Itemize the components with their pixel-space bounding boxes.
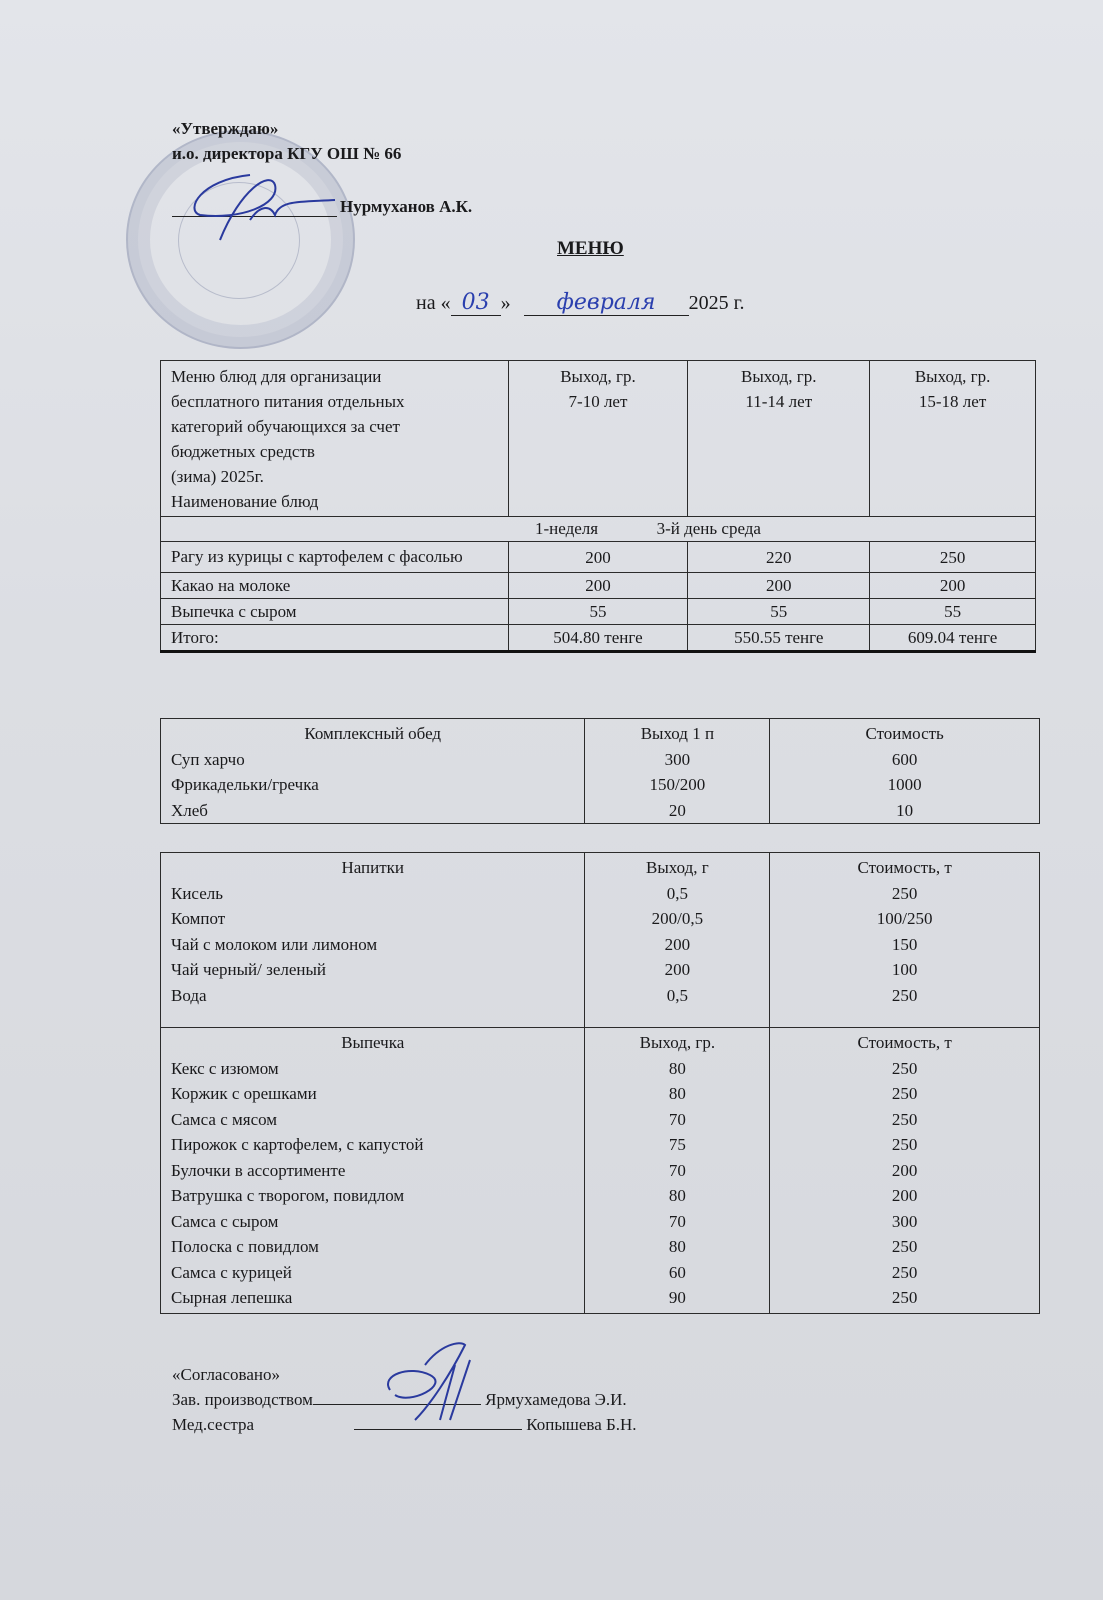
yield-value: 0,5 xyxy=(666,985,688,1005)
bakery-item: Сырная лепешка xyxy=(171,1288,293,1307)
yield-11-14-header xyxy=(688,361,870,517)
drink-item: Чай черный/ зеленый xyxy=(171,960,327,979)
bakery-names-cell xyxy=(161,1028,585,1314)
bakery-item: Кекс с изюмом xyxy=(171,1058,279,1078)
bakery-item: Пирожок с картофелем, с капустой xyxy=(171,1135,424,1154)
lunch-names-cell xyxy=(161,719,585,824)
yield-value: 60 xyxy=(668,1262,686,1282)
free-meals-table xyxy=(160,360,1036,653)
yield-header: Выход, г xyxy=(645,858,709,877)
header-line: Меню блюд для организации xyxy=(171,367,382,386)
signature-line xyxy=(354,1429,522,1430)
drinks-bakery-table xyxy=(160,852,1040,1314)
yield-header: Выход, гр. xyxy=(639,1033,716,1052)
cost-value: 1000 xyxy=(887,775,922,794)
director-name: Нурмуханов А.К. xyxy=(340,197,473,216)
table-row xyxy=(161,719,1040,824)
header-line: Выход, гр. xyxy=(741,367,817,386)
yield-value: 90 xyxy=(668,1288,686,1307)
page-title: МЕНЮ xyxy=(557,238,624,259)
total-value: 504.80 тенге xyxy=(508,625,688,652)
cost-value: 600 xyxy=(891,749,918,769)
yield-15-18-header xyxy=(870,361,1036,517)
yield-value: 200 xyxy=(870,573,1036,599)
drinks-yield-cell xyxy=(585,853,770,1028)
yield-value: 80 xyxy=(668,1084,686,1103)
approved-label: «Утверждаю» xyxy=(172,119,279,138)
cost-value: 250 xyxy=(891,1262,918,1282)
drink-item: Компот xyxy=(171,909,226,928)
yield-value: 220 xyxy=(688,542,870,573)
complex-lunch-table xyxy=(160,718,1040,824)
lunch-cost-cell xyxy=(770,719,1040,824)
lunch-item: Суп харчо xyxy=(171,749,245,769)
header-line: категорий обучающихся за счет xyxy=(171,417,400,436)
yield-7-10-header xyxy=(508,361,688,517)
date-month: февраля xyxy=(524,290,689,316)
cost-value: 150 xyxy=(891,934,918,954)
dish-name: Выпечка с сыром xyxy=(161,599,509,625)
drinks-cost-cell xyxy=(770,853,1040,1028)
table-row xyxy=(161,542,1036,573)
bakery-item: Самса с мясом xyxy=(171,1109,278,1129)
cost-value: 100 xyxy=(891,960,918,979)
table-row xyxy=(161,573,1036,599)
drink-item: Вода xyxy=(171,985,207,1005)
cost-value: 250 xyxy=(891,1058,918,1078)
yield-value: 200/0,5 xyxy=(651,909,704,928)
table-row xyxy=(161,599,1036,625)
header-line: (зима) 2025г. xyxy=(171,467,264,486)
total-value: 609.04 тенге xyxy=(870,625,1036,652)
header-line: Выход, гр. xyxy=(914,367,991,386)
bakery-item: Булочки в ассортименте xyxy=(171,1160,346,1180)
yield-value: 200 xyxy=(664,934,691,954)
yield-value: 55 xyxy=(870,599,1036,625)
cost-header: Стоимость, т xyxy=(857,1033,952,1052)
drinks-names-cell xyxy=(161,853,585,1028)
bakery-header: Выпечка xyxy=(341,1033,405,1052)
lunch-item: Хлеб xyxy=(171,800,208,820)
yield-value: 80 xyxy=(668,1058,686,1078)
yield-value: 200 xyxy=(508,573,688,599)
date-prefix: на « xyxy=(416,292,451,314)
menu-date xyxy=(416,290,745,316)
total-label: Итого: xyxy=(161,625,509,652)
yield-value: 55 xyxy=(688,599,870,625)
cost-header: Стоимость xyxy=(865,724,944,743)
drinks-row xyxy=(161,853,1040,1028)
drink-item: Кисель xyxy=(171,883,223,903)
cost-value: 250 xyxy=(891,1237,918,1256)
bakery-item: Коржик с орешками xyxy=(171,1084,317,1103)
week-label: 1-неделя xyxy=(535,519,599,538)
yield-value: 150/200 xyxy=(649,775,706,794)
total-value: 550.55 тенге xyxy=(688,625,870,652)
yield-value: 80 xyxy=(668,1186,686,1205)
bakery-item: Ватрушка с творогом, повидлом xyxy=(171,1186,405,1205)
bakery-item: Самса с сыром xyxy=(171,1211,279,1231)
signer-role: Мед.сестра xyxy=(172,1415,255,1434)
header-line: Выход, гр. xyxy=(560,367,636,386)
date-year: 2025 г. xyxy=(688,292,745,314)
day-label: 3-й день среда xyxy=(656,519,761,538)
dish-name-header xyxy=(161,361,509,517)
yield-value: 80 xyxy=(668,1237,686,1256)
yield-value: 70 xyxy=(668,1109,686,1129)
lunch-header: Комплексный обед xyxy=(304,724,442,743)
yield-value: 75 xyxy=(668,1135,686,1154)
bakery-yield-cell xyxy=(585,1028,770,1314)
yield-value: 250 xyxy=(870,542,1036,573)
lunch-item: Фрикадельки/гречка xyxy=(171,775,319,794)
cost-value: 250 xyxy=(891,1135,918,1154)
director-signature xyxy=(180,160,340,250)
production-head-signature xyxy=(370,1335,510,1425)
signer-role: Зав. производством xyxy=(172,1390,313,1409)
dish-name: Рагу из курицы с картофелем с фасолью xyxy=(161,542,509,573)
yield-value: 0,5 xyxy=(666,883,688,903)
cost-value: 100/250 xyxy=(876,909,933,928)
bakery-row xyxy=(161,1028,1040,1314)
cost-value: 10 xyxy=(896,800,914,820)
header-line: 11-14 лет xyxy=(745,392,813,411)
yield-value: 20 xyxy=(668,800,686,820)
director-position: и.о. директора КГУ ОШ № 66 xyxy=(172,144,402,163)
yield-value: 200 xyxy=(664,960,691,979)
drinks-header: Напитки xyxy=(341,858,405,877)
header-line: бесплатного питания отдельных xyxy=(171,392,405,411)
cost-value: 250 xyxy=(891,883,918,903)
dish-name: Какао на молоке xyxy=(161,573,509,599)
signer-name: Копышева Б.Н. xyxy=(526,1415,637,1434)
header-line: Наименование блюд xyxy=(171,492,319,511)
day-row xyxy=(161,517,1036,542)
cost-value: 200 xyxy=(891,1186,918,1205)
drink-item: Чай с молоком или лимоном xyxy=(171,934,378,954)
cost-value: 250 xyxy=(891,1109,918,1129)
table-header-row xyxy=(161,361,1036,517)
bakery-item: Полоска с повидлом xyxy=(171,1237,319,1256)
yield-header: Выход 1 п xyxy=(640,724,715,743)
header-line: 7-10 лет xyxy=(568,392,628,411)
yield-value: 55 xyxy=(508,599,688,625)
header-line: 15-18 лет xyxy=(918,392,987,411)
signer-name: Ярмухамедова Э.И. xyxy=(485,1390,627,1409)
cost-header: Стоимость, т xyxy=(857,858,952,877)
bakery-item: Самса с курицей xyxy=(171,1262,292,1282)
cost-value: 300 xyxy=(891,1211,918,1231)
total-row xyxy=(161,625,1036,652)
yield-value: 200 xyxy=(688,573,870,599)
cost-value: 200 xyxy=(891,1160,918,1180)
cost-value: 250 xyxy=(891,1084,918,1103)
yield-value: 300 xyxy=(664,749,691,769)
agreed-label: «Согласовано» xyxy=(172,1365,280,1384)
yield-value: 70 xyxy=(668,1211,686,1231)
date-mid: » xyxy=(500,292,511,314)
bakery-cost-cell xyxy=(770,1028,1040,1314)
yield-value: 70 xyxy=(668,1160,686,1180)
day-cell xyxy=(161,517,1036,542)
lunch-yield-cell xyxy=(585,719,770,824)
cost-value: 250 xyxy=(891,985,918,1005)
date-day: 03 xyxy=(451,290,501,316)
cost-value: 250 xyxy=(891,1288,918,1307)
header-line: бюджетных средств xyxy=(171,442,315,461)
yield-value: 200 xyxy=(508,542,688,573)
